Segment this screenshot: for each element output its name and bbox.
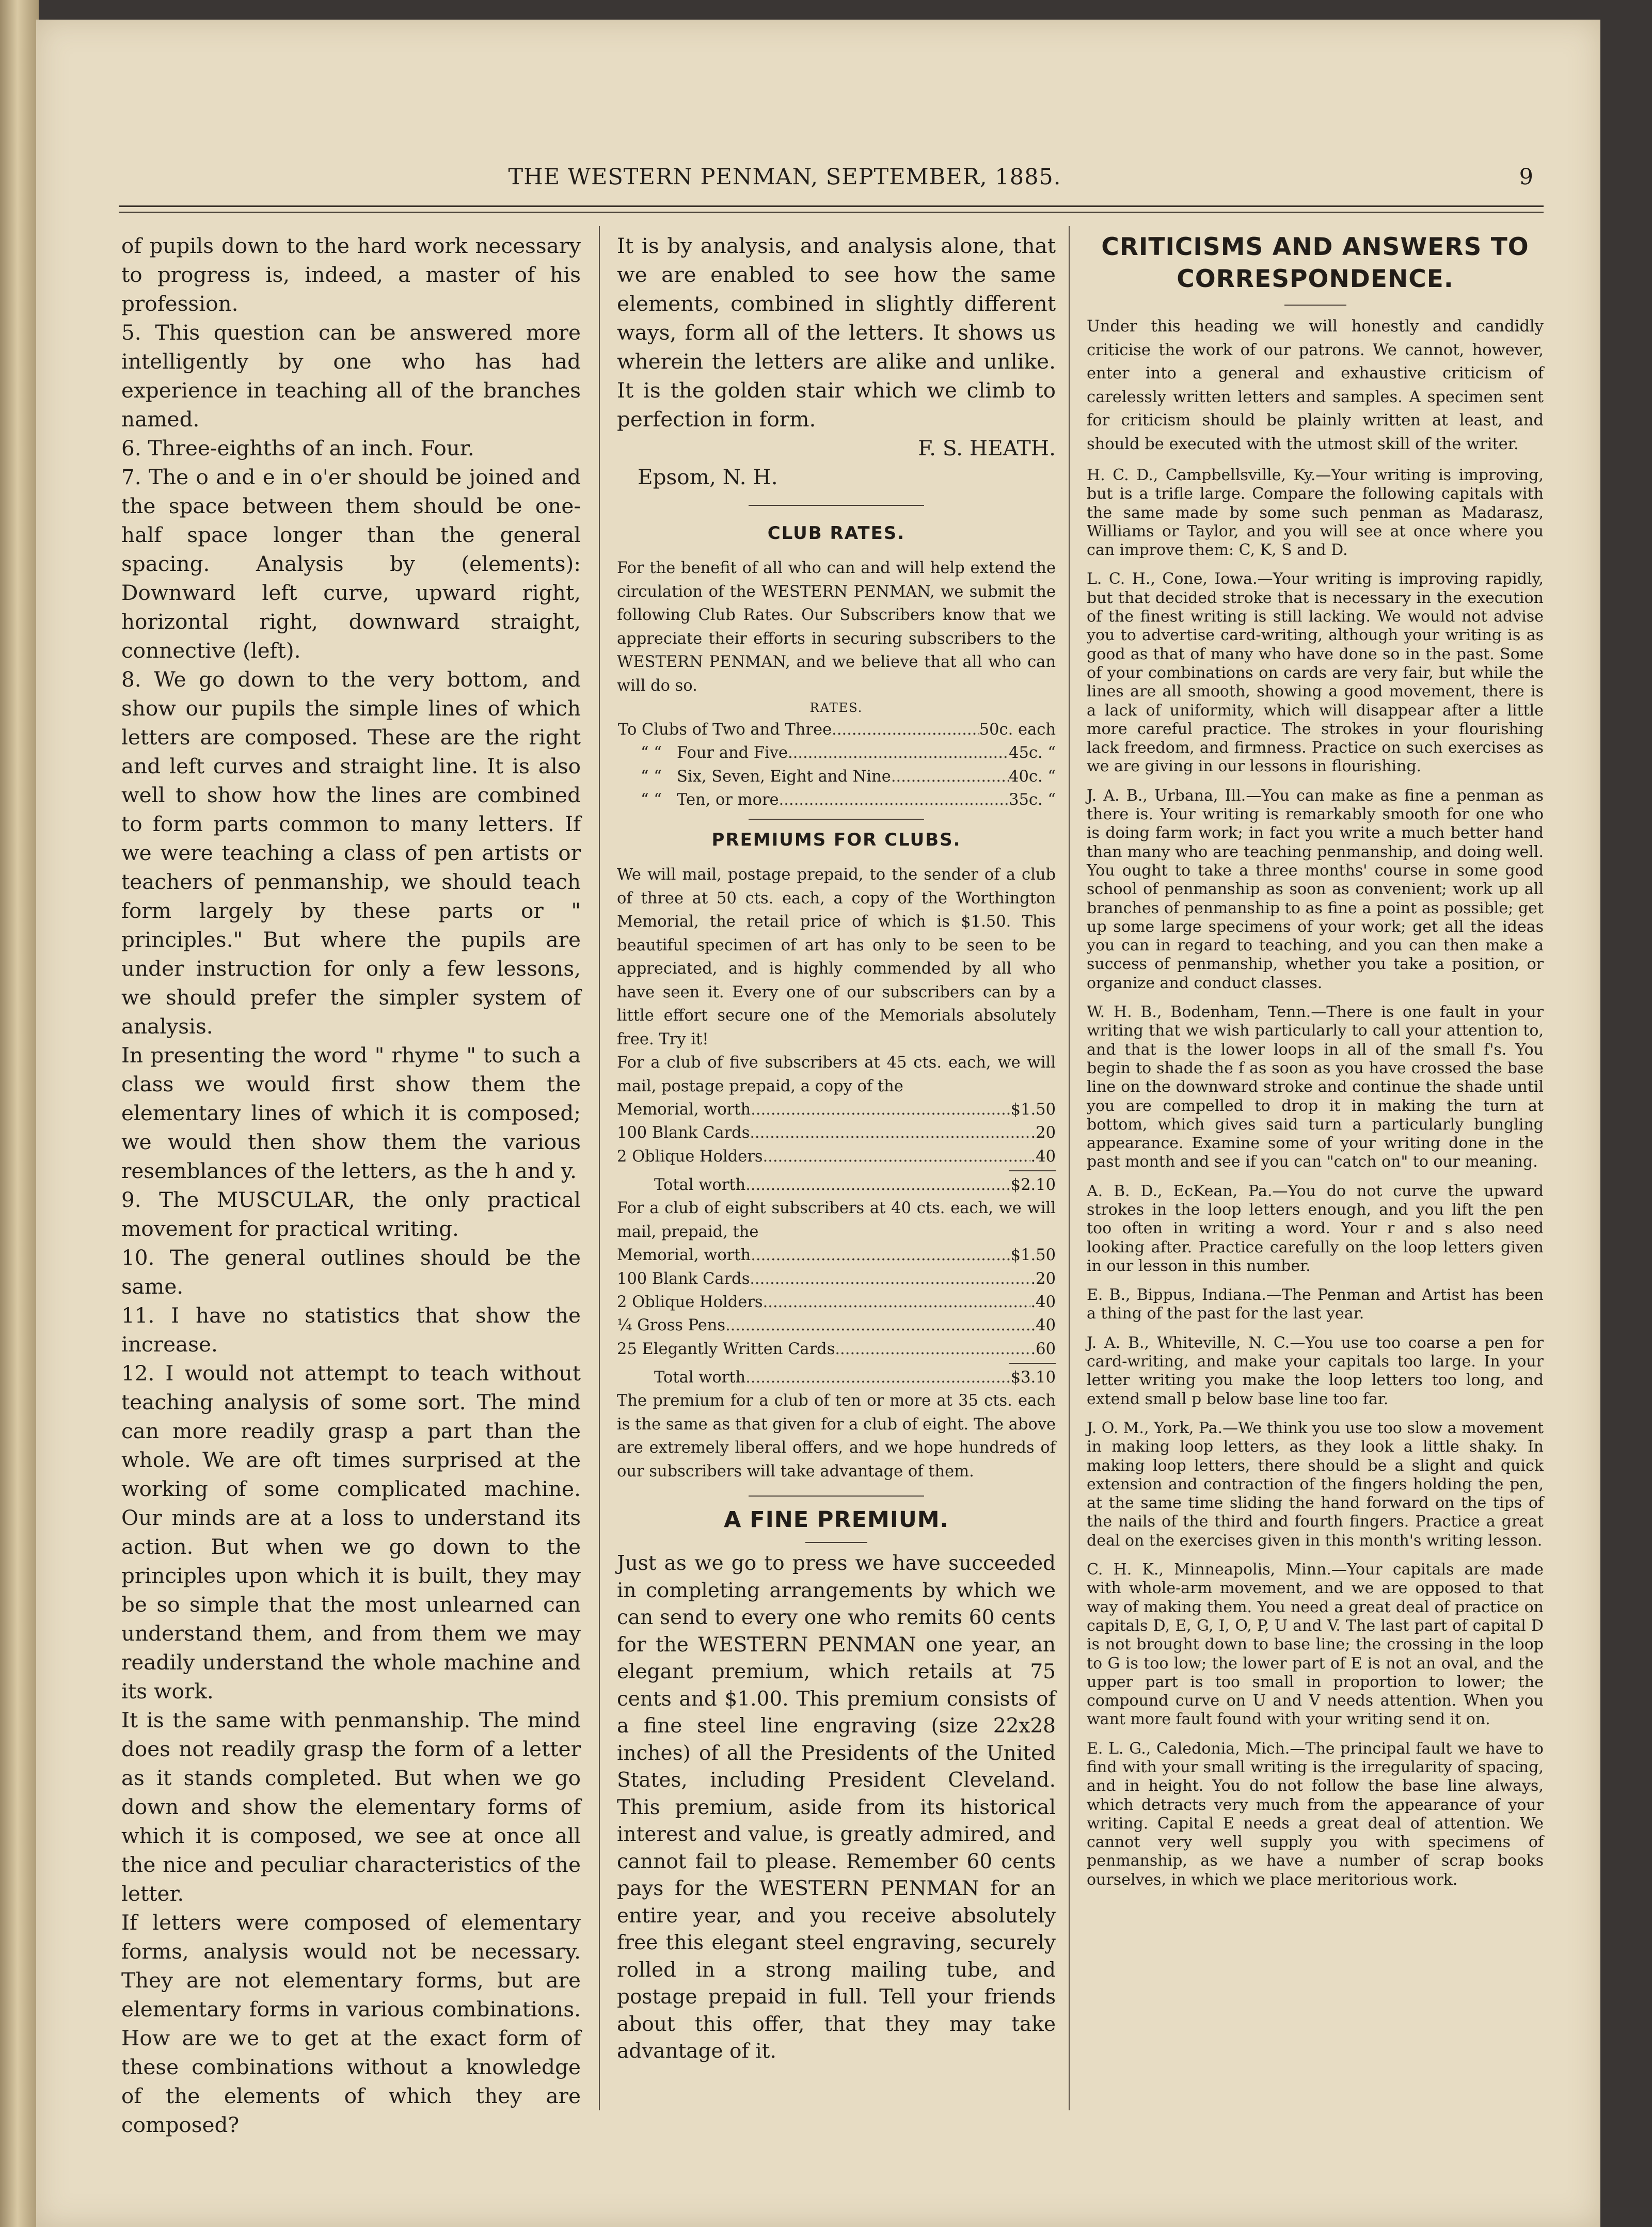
letter-signature: F. S. HEATH. (918, 436, 1056, 460)
premium-item-row (617, 1244, 1056, 1267)
answer-paragraph: J. A. B., Whiteville, N. C.—You use too coarse a pen for card-writing, and make your capitals too large. In your letter writing you make the loop letters too long, and extend small p below base line too far. (1087, 1333, 1544, 1408)
fine-premium-heading: A FINE PREMIUM. (724, 1507, 949, 1533)
answer-paragraph: J. O. M., York, Pa.—We think you use too slow a movement in making loop letters, as they look a little shaky. In making loop letters, there should be a slight and quick extension and contraction of the fingers holding the pen, at the same time sliding the hand forward on the tips of the nails of the third and fourth fingers. Practice a great deal on the exercises given in this month's writing lesson. (1087, 1419, 1544, 1550)
section-rule (749, 505, 924, 506)
rate-prefix: To Clubs of (618, 721, 708, 739)
premium-item-value: .40 (1030, 1293, 1056, 1311)
premium-item-value: $1.50 (1010, 1246, 1056, 1265)
column-divider-right (1069, 226, 1070, 2110)
rate-row (618, 718, 1056, 741)
five-club-intro: For a club of five subscribers at 45 cts. each, we will mail, postage prepaid, a copy of the (617, 1054, 1056, 1095)
club-rates-intro: For the benefit of all who can and will help extend the circulation of the WESTERN PENMAN, we submit the following Club Rates. Our Subscribers know that we appreciate their efforts in securing subscribers to the WESTERN PENMAN, and we believe that all who can will do so. (617, 559, 1056, 695)
rates-list (618, 718, 1056, 812)
column-three (1087, 231, 1544, 1889)
premium-item-label: 100 Blank Cards (617, 1124, 750, 1142)
premium-total-value: $2.10 (1010, 1176, 1056, 1195)
rate-prefix: “ “ (641, 790, 662, 809)
premiums-outro: The premium for a club of ten or more at 35 cts. each is the same as that given for a club of eight. The above are extremely liberal offers, and we hope hundreds of our subscribers will take advantage of them. (617, 1392, 1056, 1481)
rate-row (618, 741, 1056, 765)
rate-prefix: “ “ (641, 767, 662, 786)
answer-paragraph: H. C. D., Campbellsville, Ky.—Your writing is improving, but is a trifle large. Compare the following capitals with the same made by some such penman as Madarasz, Williams or Taylor, and you will see at once where you can improve them: C, K, S and D. (1087, 466, 1544, 560)
premium-item-label: 2 Oblique Holders (617, 1147, 763, 1166)
total-rule (1009, 1170, 1056, 1171)
rate-label: Two and Three (712, 721, 832, 739)
answer-paragraph: C. H. K., Minneapolis, Minn.—Your capitals are made with whole-arm movement, and we are opposed to that way of making them. You need a great deal of practice on capitals D, E, G, I, O, P, U and V. The last part of capital D is not brought down to base line; the crossing in the loop to G is too low; the lower part of E is not an oval, and the upper part is too small in proportion to lower; the compound curve on U and V needs attention. When you want more fault found with your writing send it on. (1087, 1561, 1544, 1729)
page-number: 9 (1519, 164, 1533, 190)
answer-paragraph: E. B., Bippus, Indiana.—The Penman and Artist has been a thing of the past for the last year. (1087, 1286, 1544, 1323)
premium-item-row (617, 1145, 1056, 1168)
premium-item-value: .60 (1030, 1340, 1056, 1358)
premium-item-row (617, 1338, 1056, 1361)
premiums-heading: PREMIUMS FOR CLUBS. (711, 830, 961, 851)
criticisms-heading: CRITICISMS AND ANSWERS TO CORRESPONDENCE. (1101, 233, 1529, 293)
criticisms-intro: Under this heading we will honestly and candidly criticise the work of our patrons. We cannot, however, enter into a general and exhaustive criticism of carelessly written letters and samples. A specimen sent for criticism should be plainly written at least, and should be executed with the utmost skill of the writer. (1087, 317, 1544, 453)
answer-paragraph: J. A. B., Urbana, Ill.—You can make as fine a penman as there is. Your writing is remarkably smooth for one who is doing farm work; in fact you write a much better hand than many who are teaching penmanship, and doing well. You ought to take a three months' course in some good school of penmanship as soon as convenient; work up all branches of penmanship to as fine a point as possible; get up some large specimens of your work; get all the ideas you can in regard to teaching, and you can then make a success of penmanship, whether you take a position, or organize and conduct classes. (1087, 786, 1544, 992)
running-head (36, 159, 1600, 195)
premium-item-label: Memorial, worth (617, 1101, 751, 1119)
rate-value: 40c. “ (1009, 767, 1056, 786)
premium-total-label: Total worth (654, 1368, 746, 1387)
header-rule-bottom (119, 212, 1544, 213)
rate-value: 50c. each (979, 721, 1056, 739)
eight-club-intro: For a club of eight subscribers at 40 cts. each, we will mail, prepaid, the (617, 1199, 1056, 1241)
premium-item-value: .40 (1030, 1147, 1056, 1166)
premium-item-row (617, 1121, 1056, 1144)
rate-label: Ten, or more (676, 790, 779, 809)
premium-item-row (617, 1267, 1056, 1291)
page-header-title: THE WESTERN PENMAN, SEPTEMBER, 1885. (508, 164, 1061, 190)
premium-item-label: 100 Blank Cards (617, 1269, 750, 1288)
premium-item-row (617, 1291, 1056, 1314)
rate-value: 35c. “ (1009, 790, 1056, 809)
section-rule (749, 819, 924, 820)
newspaper-page (36, 20, 1600, 2227)
fine-premium-text: Just as we go to press we have succeeded in completing arrangements by which we can send to every one who remits 60 cents for the WESTERN PENMAN one year, an elegant premium, which retails at 75 cents and $1.00. This premium consists of a fine steel line engraving (size 22x28 inches) of all the Presidents of the United States, including President Cleveland. This premium, aside from its historical interest and value, is greatly admired, and cannot fail to please. Remember 60 cents pays for the WESTERN PENMAN for an entire year, and you receive absolutely free this elegant steel engraving, securely rolled in a strong mailing tube, and postage prepaid in full. Tell your friends about this offer, that they may take advantage of it. (617, 1552, 1056, 2063)
rate-row (618, 765, 1056, 788)
analysis-letter-text: It is by analysis, and analysis alone, that we are enabled to see how the same elements, combined in slightly different ways, form all of the letters. It shows us wherein the letters are alike and unlike. It is the golden stair which we climb to perfection in form. (617, 233, 1056, 432)
premium-item-row (617, 1314, 1056, 1337)
premium-item-value: .40 (1030, 1316, 1056, 1335)
column-divider-left (599, 226, 600, 2110)
premium-total-row (617, 1366, 1056, 1389)
column-one (121, 231, 581, 2139)
premium-item-value: .20 (1030, 1269, 1056, 1288)
section-rule (749, 1496, 924, 1497)
answer-paragraph: A. B. D., EcKean, Pa.—You do not curve the upward strokes in the loop letters enough, and you lift the pen too often in writing a word. Your r and s also need looking after. Practice carefully on the loop letters given in our lesson in this number. (1087, 1182, 1544, 1275)
answer-paragraph: W. H. B., Bodenham, Tenn.—There is one fault in your writing that we wish particularly to call your attention to, and that is the lower loops in all of the small f's. You begin to shade the f as soon as you have crossed the base line on the downward stroke and continue the shade until you are compelled to drop it in making the turn at bottom, which gives said turn a particularly bungling appearance. Examine some of your writing done in the past month and see if you can "catch on" to our meaning. (1087, 1003, 1544, 1171)
column-two (617, 231, 1056, 2065)
premium-total-row (617, 1173, 1056, 1197)
header-rule-top (119, 205, 1544, 207)
letter-place: Epsom, N. H. (638, 465, 778, 489)
premium-item-label: Memorial, worth (617, 1246, 751, 1265)
premium-total-label: Total worth (654, 1176, 746, 1195)
answer-paragraph: E. L. G., Caledonia, Mich.—The principal fault we have to find with your small writing is the irregularity of spacing, and in height. You do not follow the base line always, which detracts very much from the appearance of your writing. Capital E needs a great deal of attention. We cannot very well supply you with specimens of penmanship, as we have a number of scrap books ourselves, in which we place meritorious work. (1087, 1739, 1544, 1889)
premiums-intro: We will mail, postage prepaid, to the sender of a club of three at 50 cts. each, a copy of the Worthington Memorial, the retail price of which is $1.50. This beautiful specimen of art has only to be seen to be appreciated, and is highly commended by all who have seen it. Every one of our subscribers can by a little effort secure one of the Memorials absolutely free. Try it! (617, 866, 1056, 1048)
premium-item-value: $1.50 (1010, 1101, 1056, 1119)
total-rule (1009, 1363, 1056, 1364)
rate-label: Four and Five (676, 744, 788, 762)
heading-rule (1284, 305, 1346, 306)
rate-row (618, 788, 1056, 812)
rates-subheading: RATES. (809, 701, 863, 715)
premium-item-label: 25 Elegantly Written Cards (617, 1340, 835, 1358)
rate-label: Six, Seven, Eight and Nine (676, 767, 891, 786)
answer-paragraph: L. C. H., Cone, Iowa.—Your writing is improving rapidly, but that decided stroke that is necessary in the execution of the finest writing is still lacking. We would not advise you to advertise card-writing, although your writing is as good as that of many who have done so in the past. Some of your combinations on cards are very fair, but while the lines are all smooth, showing a good movement, there is a lack of uniformity, which will disappear after a little more careful practice. The strokes in your flourishing lack freedom, and firmness. Practice on such exercises as we are giving in our lessons in flourishing. (1087, 570, 1544, 776)
premium-item-row (617, 1098, 1056, 1121)
club-rates-heading: CLUB RATES. (767, 523, 906, 544)
rate-value: 45c. “ (1009, 744, 1056, 762)
rate-prefix: “ “ (641, 744, 662, 762)
premium-item-label: 2 Oblique Holders (617, 1293, 763, 1311)
heading-rule (805, 1542, 867, 1543)
analysis-answers-text: of pupils down to the hard work necessary to progress is, indeed, a master of his profession. 5. This question can be answered more intelligently by one who has had experience in teaching all of the branches named. 6. Three-eighths of an inch. Four. 7. The o and e in o'er should be joined and the space between them should be one-half space longer than the general spacing. Analysis by (elements): Downward left curve, upward right, horizontal right, downward straight, connective (left). 8. We go down to the very bottom, and show our pupils the simple lines of which letters are composed. These are the right and left curves and straight line. It is also well to show how the lines are combined to form parts common to many letters. If we were teaching a class of pen artists or teachers of penmanship, we should teach form largely by these parts or " principles." But where the pupils are under instruction for only a few lessons, we should prefer the simpler system of analysis. In presenting the word " rhyme " to such a class we would first show them the elementary lines of which it is composed; we would then show them the various resemblances of the letters, as the h and y. 9. The MUSCULAR, the only practical movement for practical writing. 10. The general outlines should be the same. 11. I have no statistics that show the increase. 12. I would not attempt to teach without teaching analysis of some sort. The mind can more readily grasp a part than the whole. We are oft times surprised at the working of some complicated machine. Our minds are at a loss to understand its action. But when we go down to the principles upon which it is built, they may be so simple that the most unlearned can understand them, and from them we may readily understand the whole machine and its work. It is the same with penmanship. The mind does not readily grasp the form of a letter as it stands completed. But when we go down and show the elementary forms of which it is composed, we see at once all the nice and peculiar characteristics of the letter. If letters were composed of elementary forms, analysis would not be necessary. They are not elementary forms, but are elementary forms in various combinations. How are we to get at the exact form of these combinations without a knowledge of the elements of which they are composed? (121, 233, 581, 2137)
premium-total-value: $3.10 (1010, 1368, 1056, 1387)
book-spine (0, 0, 39, 2227)
premium-item-value: .20 (1030, 1124, 1056, 1142)
premium-item-label: ¼ Gross Pens (617, 1316, 726, 1335)
